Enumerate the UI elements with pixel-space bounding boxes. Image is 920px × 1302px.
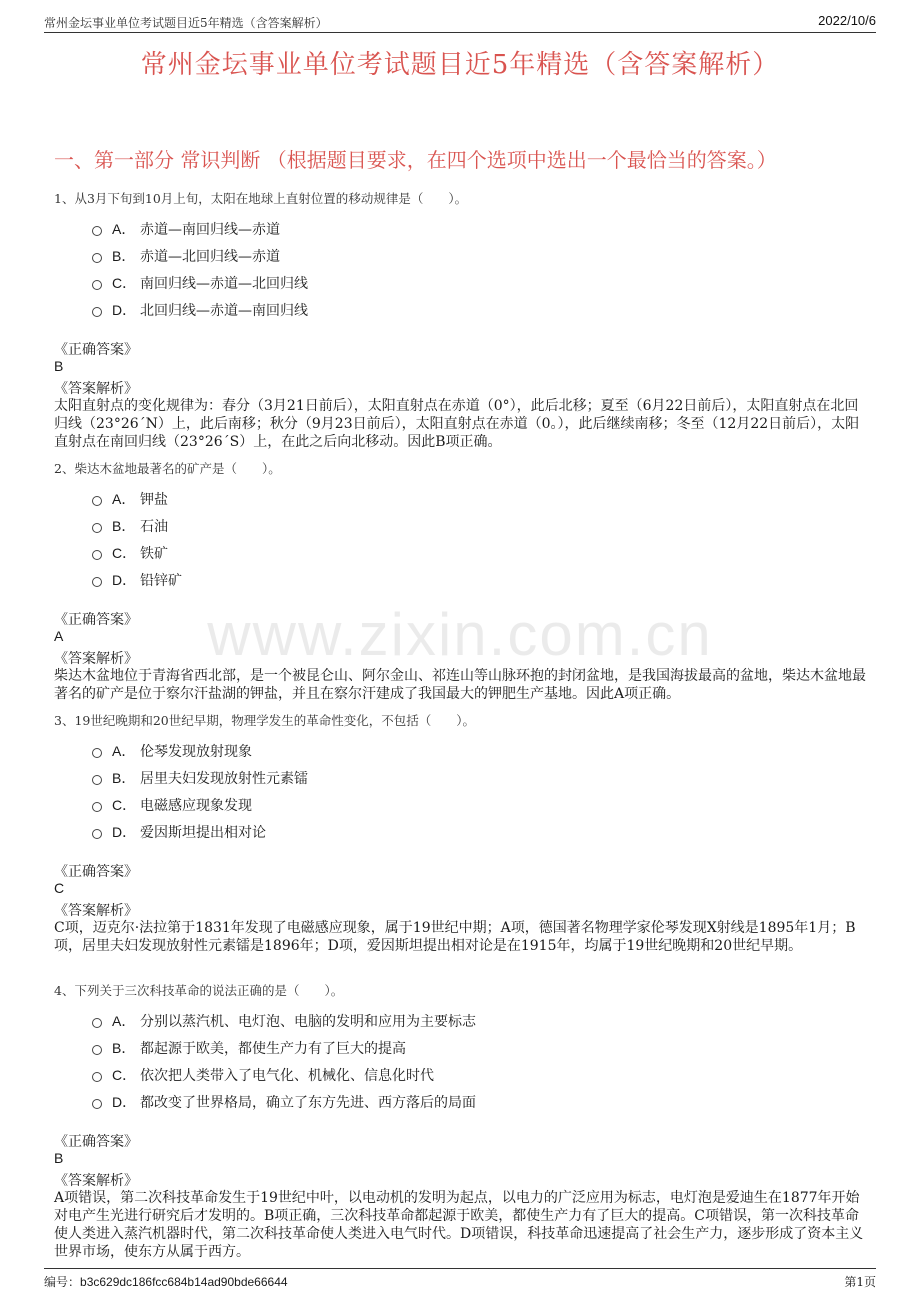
explanation-label: 《答案解析》	[54, 381, 138, 397]
document-code	[44, 1273, 288, 1290]
explanation-label: 《答案解析》	[54, 1173, 138, 1189]
radio-icon[interactable]	[92, 1099, 102, 1109]
option-list	[92, 1007, 874, 1115]
explanation-label: 《答案解析》	[54, 651, 138, 667]
header-date: 2022/10/6	[818, 13, 876, 28]
option-text: 电磁感应现象发现	[140, 797, 252, 814]
option-b[interactable]	[92, 512, 874, 539]
option-text: 北回归线—赤道—南回归线	[140, 302, 308, 319]
option-letter: A．	[112, 220, 136, 237]
question-4	[54, 981, 874, 1261]
option-text: 居里夫妇发现放射性元素镭	[140, 770, 308, 787]
radio-icon[interactable]	[92, 550, 102, 560]
option-c[interactable]	[92, 1061, 874, 1088]
explanation-text: 柴达木盆地位于青海省西北部，是一个被昆仑山、阿尔金山、祁连山等山脉环抱的封闭盆地，是我国海拔最高的盆地，柴达木盆地最著名的矿产是位于察尔汗盐湖的钾盐，并且在察尔汗建成了我国最大的钾肥生产基地。因此A项正确。	[54, 668, 866, 702]
answer-label: 《正确答案》	[54, 1134, 138, 1150]
answer-label: 《正确答案》	[54, 342, 138, 358]
question-stem: 1、从3月下旬到10月上旬，太阳在地球上直射位置的移动规律是（ ）。	[54, 191, 468, 206]
option-d[interactable]	[92, 1088, 874, 1115]
option-text: 爱因斯坦提出相对论	[140, 824, 266, 841]
option-letter: C．	[112, 544, 137, 561]
page-number: 第1页	[844, 1275, 876, 1289]
radio-icon[interactable]	[92, 577, 102, 587]
option-letter: D．	[112, 823, 137, 840]
header-doc-title: 常州金坛事业单位考试题目近5年精选（含答案解析）	[44, 16, 328, 30]
option-letter: A．	[112, 1012, 136, 1029]
option-letter: C．	[112, 274, 137, 291]
option-letter: B．	[112, 1039, 136, 1056]
radio-icon[interactable]	[92, 280, 102, 290]
radio-icon[interactable]	[92, 496, 102, 506]
explanation-text: A项错误，第二次科技革命发生于19世纪中叶，以电动机的发明为起点，以电力的广泛应用为标志，电灯泡是爱迪生在1877年开始对电产生光进行研究后才发明的。B项正确，三次科技革命都起源于欧美，都使生产力有了巨大的提高。C项错误，第一次科技革命使人类进入蒸汽机器时代，第二次科技革命使人类进入电气时代。D项错误，科技革命迅速提高了社会生产力，逐步形成了资本主义世界市场，使东方从属于西方。	[54, 1190, 864, 1260]
option-c[interactable]	[92, 791, 874, 818]
option-d[interactable]	[92, 566, 874, 593]
document-title: 常州金坛事业单位考试题目近5年精选（含答案解析）	[140, 50, 780, 80]
code-value: b3c629dc186fcc684b14ad90bde66644	[80, 1275, 288, 1289]
option-d[interactable]	[92, 818, 874, 845]
option-text: 钾盐	[140, 491, 168, 508]
option-letter: B．	[112, 247, 136, 264]
option-letter: B．	[112, 517, 136, 534]
option-text: 分别以蒸汽机、电灯泡、电脑的发明和应用为主要标志	[140, 1013, 476, 1030]
option-letter: A．	[112, 490, 136, 507]
radio-icon[interactable]	[92, 226, 102, 236]
answer-value: A	[54, 628, 64, 644]
page-header	[44, 12, 876, 33]
explanation-label: 《答案解析》	[54, 903, 138, 919]
option-text: 石油	[140, 518, 168, 535]
radio-icon[interactable]	[92, 1072, 102, 1082]
option-a[interactable]	[92, 737, 874, 764]
option-a[interactable]	[92, 485, 874, 512]
option-text: 南回归线—赤道—北回归线	[140, 275, 308, 292]
option-a[interactable]	[92, 215, 874, 242]
explanation-text: 太阳直射点的变化规律为：春分（3月21日前后），太阳直射点在赤道（0°），此后北移；夏至（6月22日前后），太阳直射点在北回归线（23°26´N）上，此后南移；秋分（9月23日前后），太阳直射点在赤道（0。），此后继续南移；冬至（12月22日前后），太阳直射点在南回归线（23°26´S）上，在此之后向北移动。因此B项正确。	[54, 398, 860, 450]
page-footer	[44, 1268, 876, 1289]
question-1	[54, 189, 874, 451]
option-text: 依次把人类带入了电气化、机械化、信息化时代	[140, 1067, 434, 1084]
option-letter: C．	[112, 796, 137, 813]
answer-value: B	[54, 1150, 64, 1166]
option-c[interactable]	[92, 539, 874, 566]
answer-label: 《正确答案》	[54, 612, 138, 628]
option-list	[92, 737, 874, 845]
option-text: 赤道—南回归线—赤道	[140, 221, 280, 238]
watermark: www.zixin.com.cn	[207, 601, 713, 668]
option-letter: D．	[112, 1093, 137, 1110]
radio-icon[interactable]	[92, 802, 102, 812]
option-list	[92, 215, 874, 323]
radio-icon[interactable]	[92, 1018, 102, 1028]
question-2	[54, 459, 874, 703]
option-text: 都改变了世界格局，确立了东方先进、西方落后的局面	[140, 1094, 476, 1111]
question-3	[54, 711, 874, 955]
answer-label: 《正确答案》	[54, 864, 138, 880]
option-letter: D．	[112, 301, 137, 318]
option-letter: B．	[112, 769, 136, 786]
option-c[interactable]	[92, 269, 874, 296]
option-b[interactable]	[92, 242, 874, 269]
option-text: 都起源于欧美，都使生产力有了巨大的提高	[140, 1040, 406, 1057]
radio-icon[interactable]	[92, 775, 102, 785]
answer-value: C	[54, 880, 65, 896]
answer-value: B	[54, 358, 64, 374]
code-label: 编号：	[44, 1275, 81, 1289]
radio-icon[interactable]	[92, 829, 102, 839]
radio-icon[interactable]	[92, 523, 102, 533]
option-text: 赤道—北回归线—赤道	[140, 248, 280, 265]
option-b[interactable]	[92, 764, 874, 791]
option-text: 伦琴发现放射现象	[140, 743, 252, 760]
option-a[interactable]	[92, 1007, 874, 1034]
question-stem: 3、19世纪晚期和20世纪早期，物理学发生的革命性变化，不包括（ ）。	[54, 713, 476, 728]
radio-icon[interactable]	[92, 748, 102, 758]
option-letter: A．	[112, 742, 136, 759]
option-text: 铅锌矿	[140, 572, 182, 589]
option-text: 铁矿	[140, 545, 168, 562]
radio-icon[interactable]	[92, 1045, 102, 1055]
radio-icon[interactable]	[92, 307, 102, 317]
option-d[interactable]	[92, 296, 874, 323]
question-stem: 2、柴达木盆地最著名的矿产是（ ）。	[54, 461, 281, 476]
option-letter: D．	[112, 571, 137, 588]
radio-icon[interactable]	[92, 253, 102, 263]
explanation-text: C项，迈克尔·法拉第于1831年发现了电磁感应现象，属于19世纪中期；A项，德国著名物理学家伦琴发现X射线是1895年1月；B项，居里夫妇发现放射性元素镭是1896年；D项，爱因斯坦提出相对论是在1915年，均属于19世纪晚期和20世纪早期。	[54, 920, 856, 954]
question-stem: 4、下列关于三次科技革命的说法正确的是（ ）。	[54, 983, 344, 998]
option-letter: C．	[112, 1066, 137, 1083]
option-list	[92, 485, 874, 593]
option-b[interactable]	[92, 1034, 874, 1061]
section-title: 一、第一部分 常识判断 （根据题目要求，在四个选项中选出一个最恰当的答案。）	[54, 148, 777, 172]
